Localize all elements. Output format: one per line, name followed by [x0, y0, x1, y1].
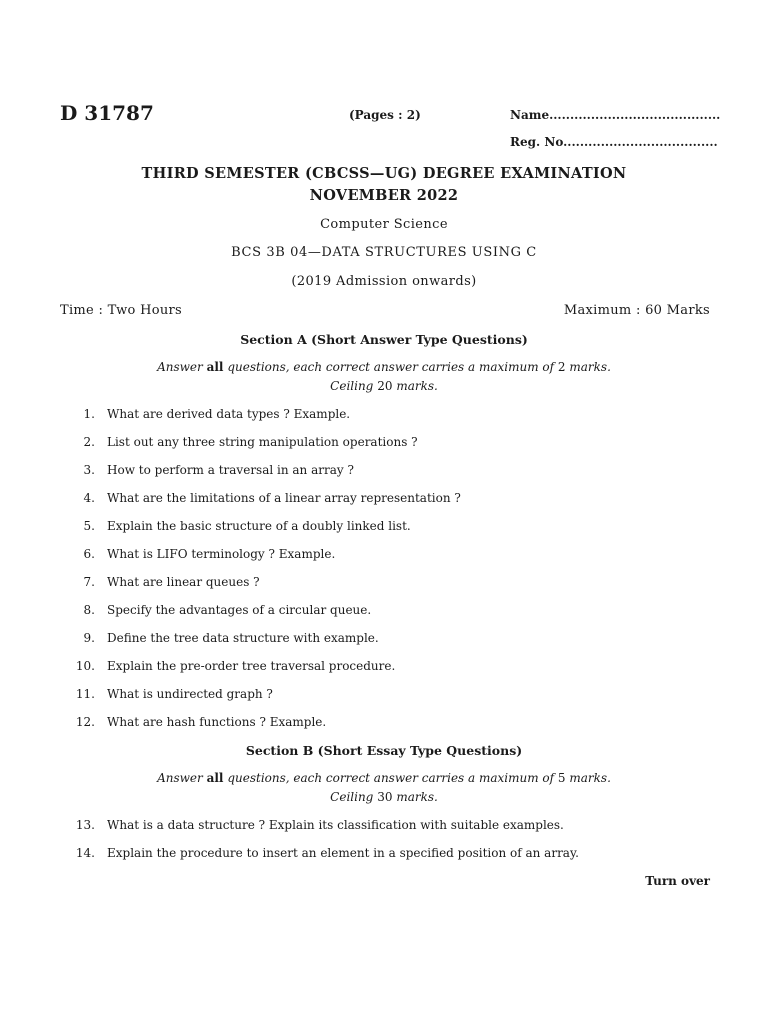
question-text: What is undirected graph ? [107, 687, 273, 701]
question-number: 13. [75, 818, 95, 832]
instruction-text: questions, each correct answer carries a maximum of [227, 771, 555, 785]
maximum-marks: Maximum : 60 Marks [563, 303, 710, 318]
question-item [60, 631, 379, 645]
question-item [60, 575, 260, 589]
question-text: Explain the procedure to insert an element in a specified position of an array. [107, 846, 579, 860]
question-text: Explain the basic structure of a doubly linked list. [107, 519, 411, 533]
ceiling-value: 20 [377, 379, 393, 393]
question-number: 5. [83, 519, 95, 533]
section-a-heading: Section A (Short Answer Type Questions) [240, 332, 528, 347]
question-text: Explain the pre-order tree traversal procedure. [107, 659, 396, 673]
question-number: 11. [75, 687, 95, 701]
ceiling-word: Ceiling [330, 790, 374, 804]
question-text: How to perform a traversal in an array ? [107, 463, 354, 477]
exam-title: THIRD SEMESTER (CBCSS—UG) DEGREE EXAMINATION [141, 165, 627, 182]
section-b-instruction [0, 771, 768, 785]
question-number: 9. [83, 631, 95, 645]
instruction-all-word: all [206, 771, 224, 785]
ceiling-word: Ceiling [330, 379, 374, 393]
ceiling-marks-word: marks. [396, 790, 438, 804]
question-text: What are derived data types ? Example. [107, 407, 351, 421]
question-item [60, 407, 350, 421]
instruction-all-word: all [206, 360, 224, 374]
instruction-marks-word: marks. [569, 771, 611, 785]
course-title: BCS 3B 04—DATA STRUCTURES USING C [231, 245, 537, 260]
time-allowed: Time : Two Hours [60, 303, 183, 318]
ceiling-value: 30 [377, 790, 393, 804]
question-number: 6. [83, 547, 95, 561]
question-item [60, 547, 335, 561]
question-item [60, 846, 579, 860]
question-item [60, 603, 371, 617]
question-text: Specify the advantages of a circular queue. [107, 603, 372, 617]
section-a-instruction [0, 360, 768, 374]
candidate-name-line: Name......................................... [510, 108, 721, 122]
question-number: 10. [75, 659, 95, 673]
question-text: List out any three string manipulation operations ? [107, 435, 418, 449]
question-number: 2. [83, 435, 95, 449]
question-item [60, 687, 273, 701]
question-text: Define the tree data structure with example. [107, 631, 379, 645]
question-item [60, 463, 354, 477]
question-item [60, 519, 411, 533]
question-number: 3. [83, 463, 95, 477]
instruction-marks-value: 2 [557, 360, 566, 374]
exam-session: NOVEMBER 2022 [309, 187, 459, 204]
question-text: What are hash functions ? Example. [107, 715, 327, 729]
question-number: 1. [83, 407, 95, 421]
admission-note: (2019 Admission onwards) [291, 274, 477, 289]
question-number: 8. [83, 603, 95, 617]
question-item [60, 491, 461, 505]
question-item [60, 715, 326, 729]
turn-over-note: Turn over [645, 874, 710, 888]
instruction-text: questions, each correct answer carries a maximum of [227, 360, 555, 374]
instruction-answer-word: Answer [157, 771, 203, 785]
instruction-marks-value: 5 [557, 771, 566, 785]
question-item [60, 659, 395, 673]
question-item [60, 818, 564, 832]
section-b-heading: Section B (Short Essay Type Questions) [245, 743, 523, 758]
question-text: What is a data structure ? Explain its classification with suitable examples. [107, 818, 564, 832]
question-number: 12. [75, 715, 95, 729]
question-item [60, 435, 418, 449]
question-text: What is LIFO terminology ? Example. [107, 547, 336, 561]
register-number-line: Reg. No..................................... [510, 135, 718, 149]
instruction-marks-word: marks. [569, 360, 611, 374]
paper-code: D 31787 [60, 101, 154, 125]
subject-name: Computer Science [320, 217, 448, 232]
question-text: What are the limitations of a linear array representation ? [107, 491, 461, 505]
question-number: 7. [83, 575, 95, 589]
question-text: What are linear queues ? [107, 575, 260, 589]
instruction-answer-word: Answer [157, 360, 203, 374]
question-number: 14. [75, 846, 95, 860]
section-b-ceiling [0, 790, 768, 804]
section-a-ceiling [0, 379, 768, 393]
page-count: (Pages : 2) [349, 108, 421, 122]
question-number: 4. [83, 491, 95, 505]
ceiling-marks-word: marks. [396, 379, 438, 393]
